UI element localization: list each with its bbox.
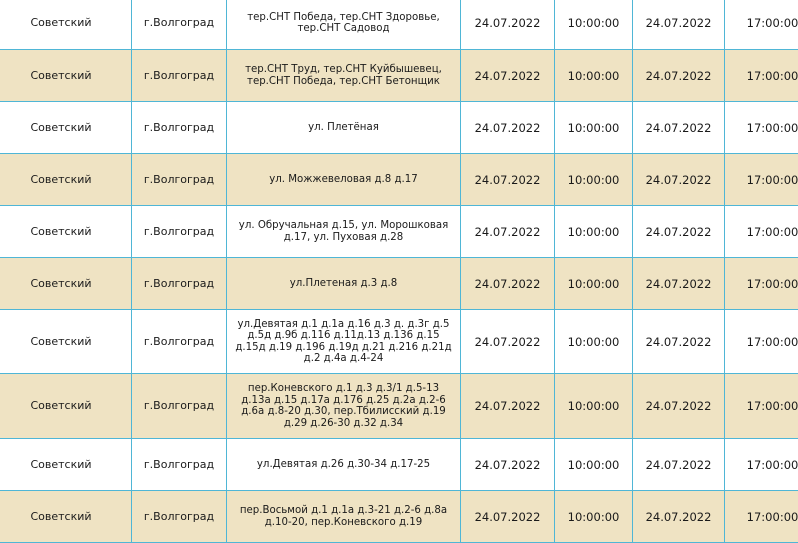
end-date-cell: 24.07.2022 xyxy=(633,50,725,102)
start-time-cell: 10:00:00 xyxy=(555,258,633,310)
address-cell: ул.Девятая д.26 д.30-34 д.17-25 xyxy=(227,439,461,491)
address-cell: тер.СНТ Труд, тер.СНТ Куйбышевец, тер.СНТ Победа, тер.СНТ Бетонщик xyxy=(227,50,461,102)
end-time-cell: 17:00:00 xyxy=(725,206,798,258)
table-row xyxy=(0,206,798,258)
city-cell: г.Волгоград xyxy=(132,258,227,310)
end-date-cell: 24.07.2022 xyxy=(633,374,725,439)
end-date-cell: 24.07.2022 xyxy=(633,258,725,310)
end-time-cell: 17:00:00 xyxy=(725,374,798,439)
table-row xyxy=(0,102,798,154)
start-time-cell: 10:00:00 xyxy=(555,439,633,491)
district-cell: Советский xyxy=(0,491,132,543)
end-time-cell: 17:00:00 xyxy=(725,258,798,310)
end-time-cell: 17:00:00 xyxy=(725,50,798,102)
address-cell: тер.СНТ Победа, тер.СНТ Здоровье, тер.СНТ Садовод xyxy=(227,0,461,50)
district-cell: Советский xyxy=(0,258,132,310)
district-cell: Советский xyxy=(0,206,132,258)
city-cell: г.Волгоград xyxy=(132,491,227,543)
start-time-cell: 10:00:00 xyxy=(555,206,633,258)
end-time-cell: 17:00:00 xyxy=(725,491,798,543)
end-time-cell: 17:00:00 xyxy=(725,310,798,374)
city-cell: г.Волгоград xyxy=(132,374,227,439)
start-date-cell: 24.07.2022 xyxy=(461,0,555,50)
end-date-cell: 24.07.2022 xyxy=(633,310,725,374)
end-date-cell: 24.07.2022 xyxy=(633,439,725,491)
start-time-cell: 10:00:00 xyxy=(555,374,633,439)
start-date-cell: 24.07.2022 xyxy=(461,439,555,491)
district-cell: Советский xyxy=(0,439,132,491)
district-cell: Советский xyxy=(0,310,132,374)
city-cell: г.Волгоград xyxy=(132,206,227,258)
district-cell: Советский xyxy=(0,0,132,50)
start-time-cell: 10:00:00 xyxy=(555,310,633,374)
city-cell: г.Волгоград xyxy=(132,50,227,102)
start-date-cell: 24.07.2022 xyxy=(461,374,555,439)
city-cell: г.Волгоград xyxy=(132,102,227,154)
table-row xyxy=(0,50,798,102)
start-date-cell: 24.07.2022 xyxy=(461,258,555,310)
end-time-cell: 17:00:00 xyxy=(725,439,798,491)
start-date-cell: 24.07.2022 xyxy=(461,154,555,206)
district-cell: Советский xyxy=(0,50,132,102)
table-row xyxy=(0,310,798,374)
start-date-cell: 24.07.2022 xyxy=(461,102,555,154)
address-cell: ул. Плетёная xyxy=(227,102,461,154)
start-date-cell: 24.07.2022 xyxy=(461,50,555,102)
table-row xyxy=(0,491,798,543)
table-row xyxy=(0,439,798,491)
start-date-cell: 24.07.2022 xyxy=(461,491,555,543)
start-time-cell: 10:00:00 xyxy=(555,102,633,154)
end-date-cell: 24.07.2022 xyxy=(633,154,725,206)
end-date-cell: 24.07.2022 xyxy=(633,0,725,50)
end-time-cell: 17:00:00 xyxy=(725,0,798,50)
start-time-cell: 10:00:00 xyxy=(555,0,633,50)
address-cell: пер.Коневского д.1 д.3 д.3/1 д.5-13 д.13а д.15 д.17а д.176 д.25 д.2а д.2-6 д.6а д.8-20 д.30, пер.Тбилисский д.19 д.29 д.26-30 д.32 д.34 xyxy=(227,374,461,439)
city-cell: г.Волгоград xyxy=(132,0,227,50)
city-cell: г.Волгоград xyxy=(132,439,227,491)
table-row xyxy=(0,374,798,439)
start-time-cell: 10:00:00 xyxy=(555,154,633,206)
address-cell: пер.Восьмой д.1 д.1а д.3-21 д.2-6 д.8а д.10-20, пер.Коневского д.19 xyxy=(227,491,461,543)
table-row xyxy=(0,0,798,50)
end-time-cell: 17:00:00 xyxy=(725,102,798,154)
start-date-cell: 24.07.2022 xyxy=(461,310,555,374)
district-cell: Советский xyxy=(0,102,132,154)
table-row xyxy=(0,154,798,206)
city-cell: г.Волгоград xyxy=(132,154,227,206)
start-time-cell: 10:00:00 xyxy=(555,50,633,102)
end-date-cell: 24.07.2022 xyxy=(633,491,725,543)
address-cell: ул. Можжевеловая д.8 д.17 xyxy=(227,154,461,206)
end-date-cell: 24.07.2022 xyxy=(633,206,725,258)
district-cell: Советский xyxy=(0,374,132,439)
city-cell: г.Волгоград xyxy=(132,310,227,374)
district-cell: Советский xyxy=(0,154,132,206)
start-time-cell: 10:00:00 xyxy=(555,491,633,543)
address-cell: ул.Девятая д.1 д.1а д.16 д.3 д. д.3г д.5 д.5д д.9б д.116 д.11д.13 д.136 д.15 д.15д д.19 д.196 д.19д д.21 д.216 д.21д д.2 д.4а д.4-24 xyxy=(227,310,461,374)
address-cell: ул. Обручальная д.15, ул. Морошковая д.17, ул. Пуховая д.28 xyxy=(227,206,461,258)
end-time-cell: 17:00:00 xyxy=(725,154,798,206)
start-date-cell: 24.07.2022 xyxy=(461,206,555,258)
table-row xyxy=(0,258,798,310)
end-date-cell: 24.07.2022 xyxy=(633,102,725,154)
address-cell: ул.Плетеная д.3 д.8 xyxy=(227,258,461,310)
